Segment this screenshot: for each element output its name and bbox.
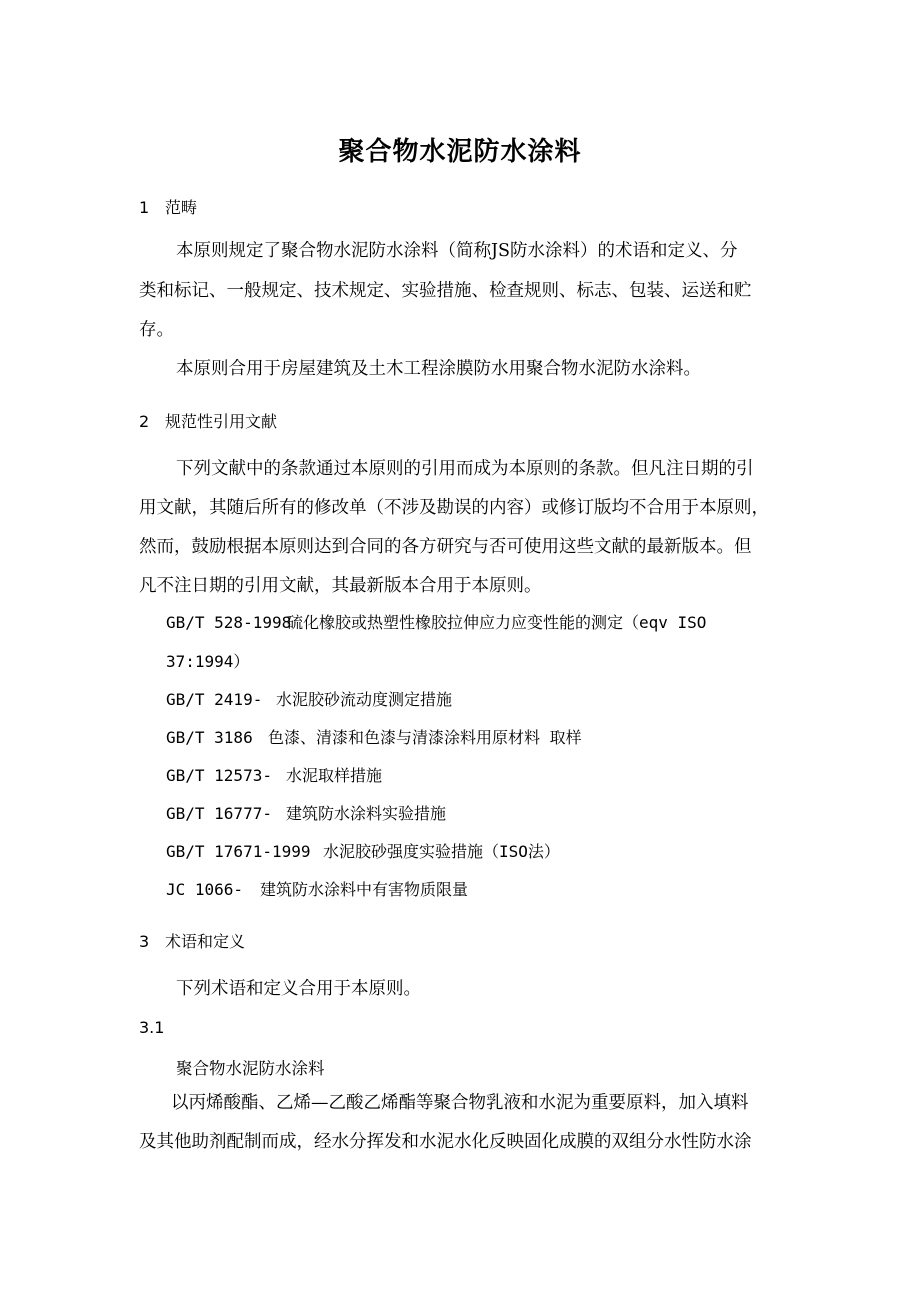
reference-title: 色漆、清漆和色漆与清漆涂料用原材料 取样 bbox=[268, 728, 582, 747]
term-definition-line-2: 及其他助剂配制而成，经水分挥发和水泥水化反映固化成膜的双组分水性防水涂 bbox=[139, 1132, 752, 1152]
subsection-number: 3.1 bbox=[139, 1018, 165, 1037]
reference-item bbox=[166, 687, 452, 710]
reference-code: GB/T 3186 bbox=[166, 728, 253, 747]
section-1-number: 1 bbox=[139, 198, 150, 217]
section-1-heading bbox=[139, 195, 197, 218]
term-definition-line-1: 以丙烯酸酯、乙烯—乙酸乙烯酯等聚合物乳液和水泥为重要原料，加入填料 bbox=[171, 1093, 749, 1113]
reference-code: JC 1066- bbox=[166, 880, 244, 899]
reference-title: 水泥胶砂强度实验措施（ISO法） bbox=[323, 842, 560, 861]
reference-continuation: 37:1994） bbox=[166, 652, 250, 671]
reference-item bbox=[166, 877, 468, 900]
section-2-title: 规范性引用文献 bbox=[165, 412, 278, 431]
reference-code: GB/T 528-1998 bbox=[166, 613, 292, 632]
section-1-title: 范畴 bbox=[165, 198, 198, 217]
reference-title: 水泥胶砂流动度测定措施 bbox=[276, 690, 453, 709]
reference-title: 建筑防水涂料中有害物质限量 bbox=[260, 880, 469, 899]
reference-item bbox=[166, 763, 382, 786]
reference-title: 硫化橡胶或热塑性橡胶拉伸应力应变性能的测定（eqv ISO bbox=[287, 613, 707, 632]
reference-code: GB/T 16777- bbox=[166, 804, 272, 823]
reference-title: 建筑防水涂料实验措施 bbox=[286, 804, 447, 823]
reference-item bbox=[166, 839, 560, 862]
reference-item bbox=[166, 801, 446, 824]
reference-item bbox=[166, 610, 706, 633]
section-2-para-line-4: 凡不注日期的引用文献，其最新版本合用于本原则。 bbox=[139, 576, 542, 596]
section-3-heading bbox=[139, 929, 245, 952]
reference-item bbox=[166, 725, 582, 748]
section-1-para-2: 本原则合用于房屋建筑及土木工程涂膜防水用聚合物水泥防水涂料。 bbox=[176, 359, 701, 379]
reference-code: GB/T 17671-1999 bbox=[166, 842, 311, 861]
reference-title: 水泥取样措施 bbox=[286, 766, 383, 785]
section-2-number: 2 bbox=[139, 412, 150, 431]
section-3-number: 3 bbox=[139, 932, 150, 951]
section-2-para-line-2: 用文献，其随后所有的修改单（不涉及勘误的内容）或修订版均不合用于本原则， bbox=[139, 498, 769, 518]
section-2-heading bbox=[139, 409, 277, 432]
section-1-para-1-line-2: 类和标记、一般规定、技术规定、实验措施、检查规则、标志、包装、运送和贮 bbox=[139, 281, 752, 301]
section-1-para-1-line-1: 本原则规定了聚合物水泥防水涂料（简称JS防水涂料）的术语和定义、分 bbox=[176, 241, 738, 261]
reference-code: GB/T 2419- bbox=[166, 690, 263, 709]
section-3-title: 术语和定义 bbox=[165, 932, 246, 951]
section-3-para: 下列术语和定义合用于本原则。 bbox=[176, 979, 421, 999]
page-title: 聚合物水泥防水涂料 bbox=[338, 137, 582, 167]
term-name: 聚合物水泥防水涂料 bbox=[176, 1059, 325, 1078]
section-2-para-line-3: 然而，鼓励根据本原则达到合同的各方研究与否可使用这些文献的最新版本。但 bbox=[139, 537, 752, 557]
section-2-para-line-1: 下列文献中的条款通过本原则的引用而成为本原则的条款。但凡注日期的引 bbox=[176, 459, 754, 479]
reference-code: GB/T 12573- bbox=[166, 766, 272, 785]
section-1-para-1-line-3: 存。 bbox=[139, 320, 174, 340]
